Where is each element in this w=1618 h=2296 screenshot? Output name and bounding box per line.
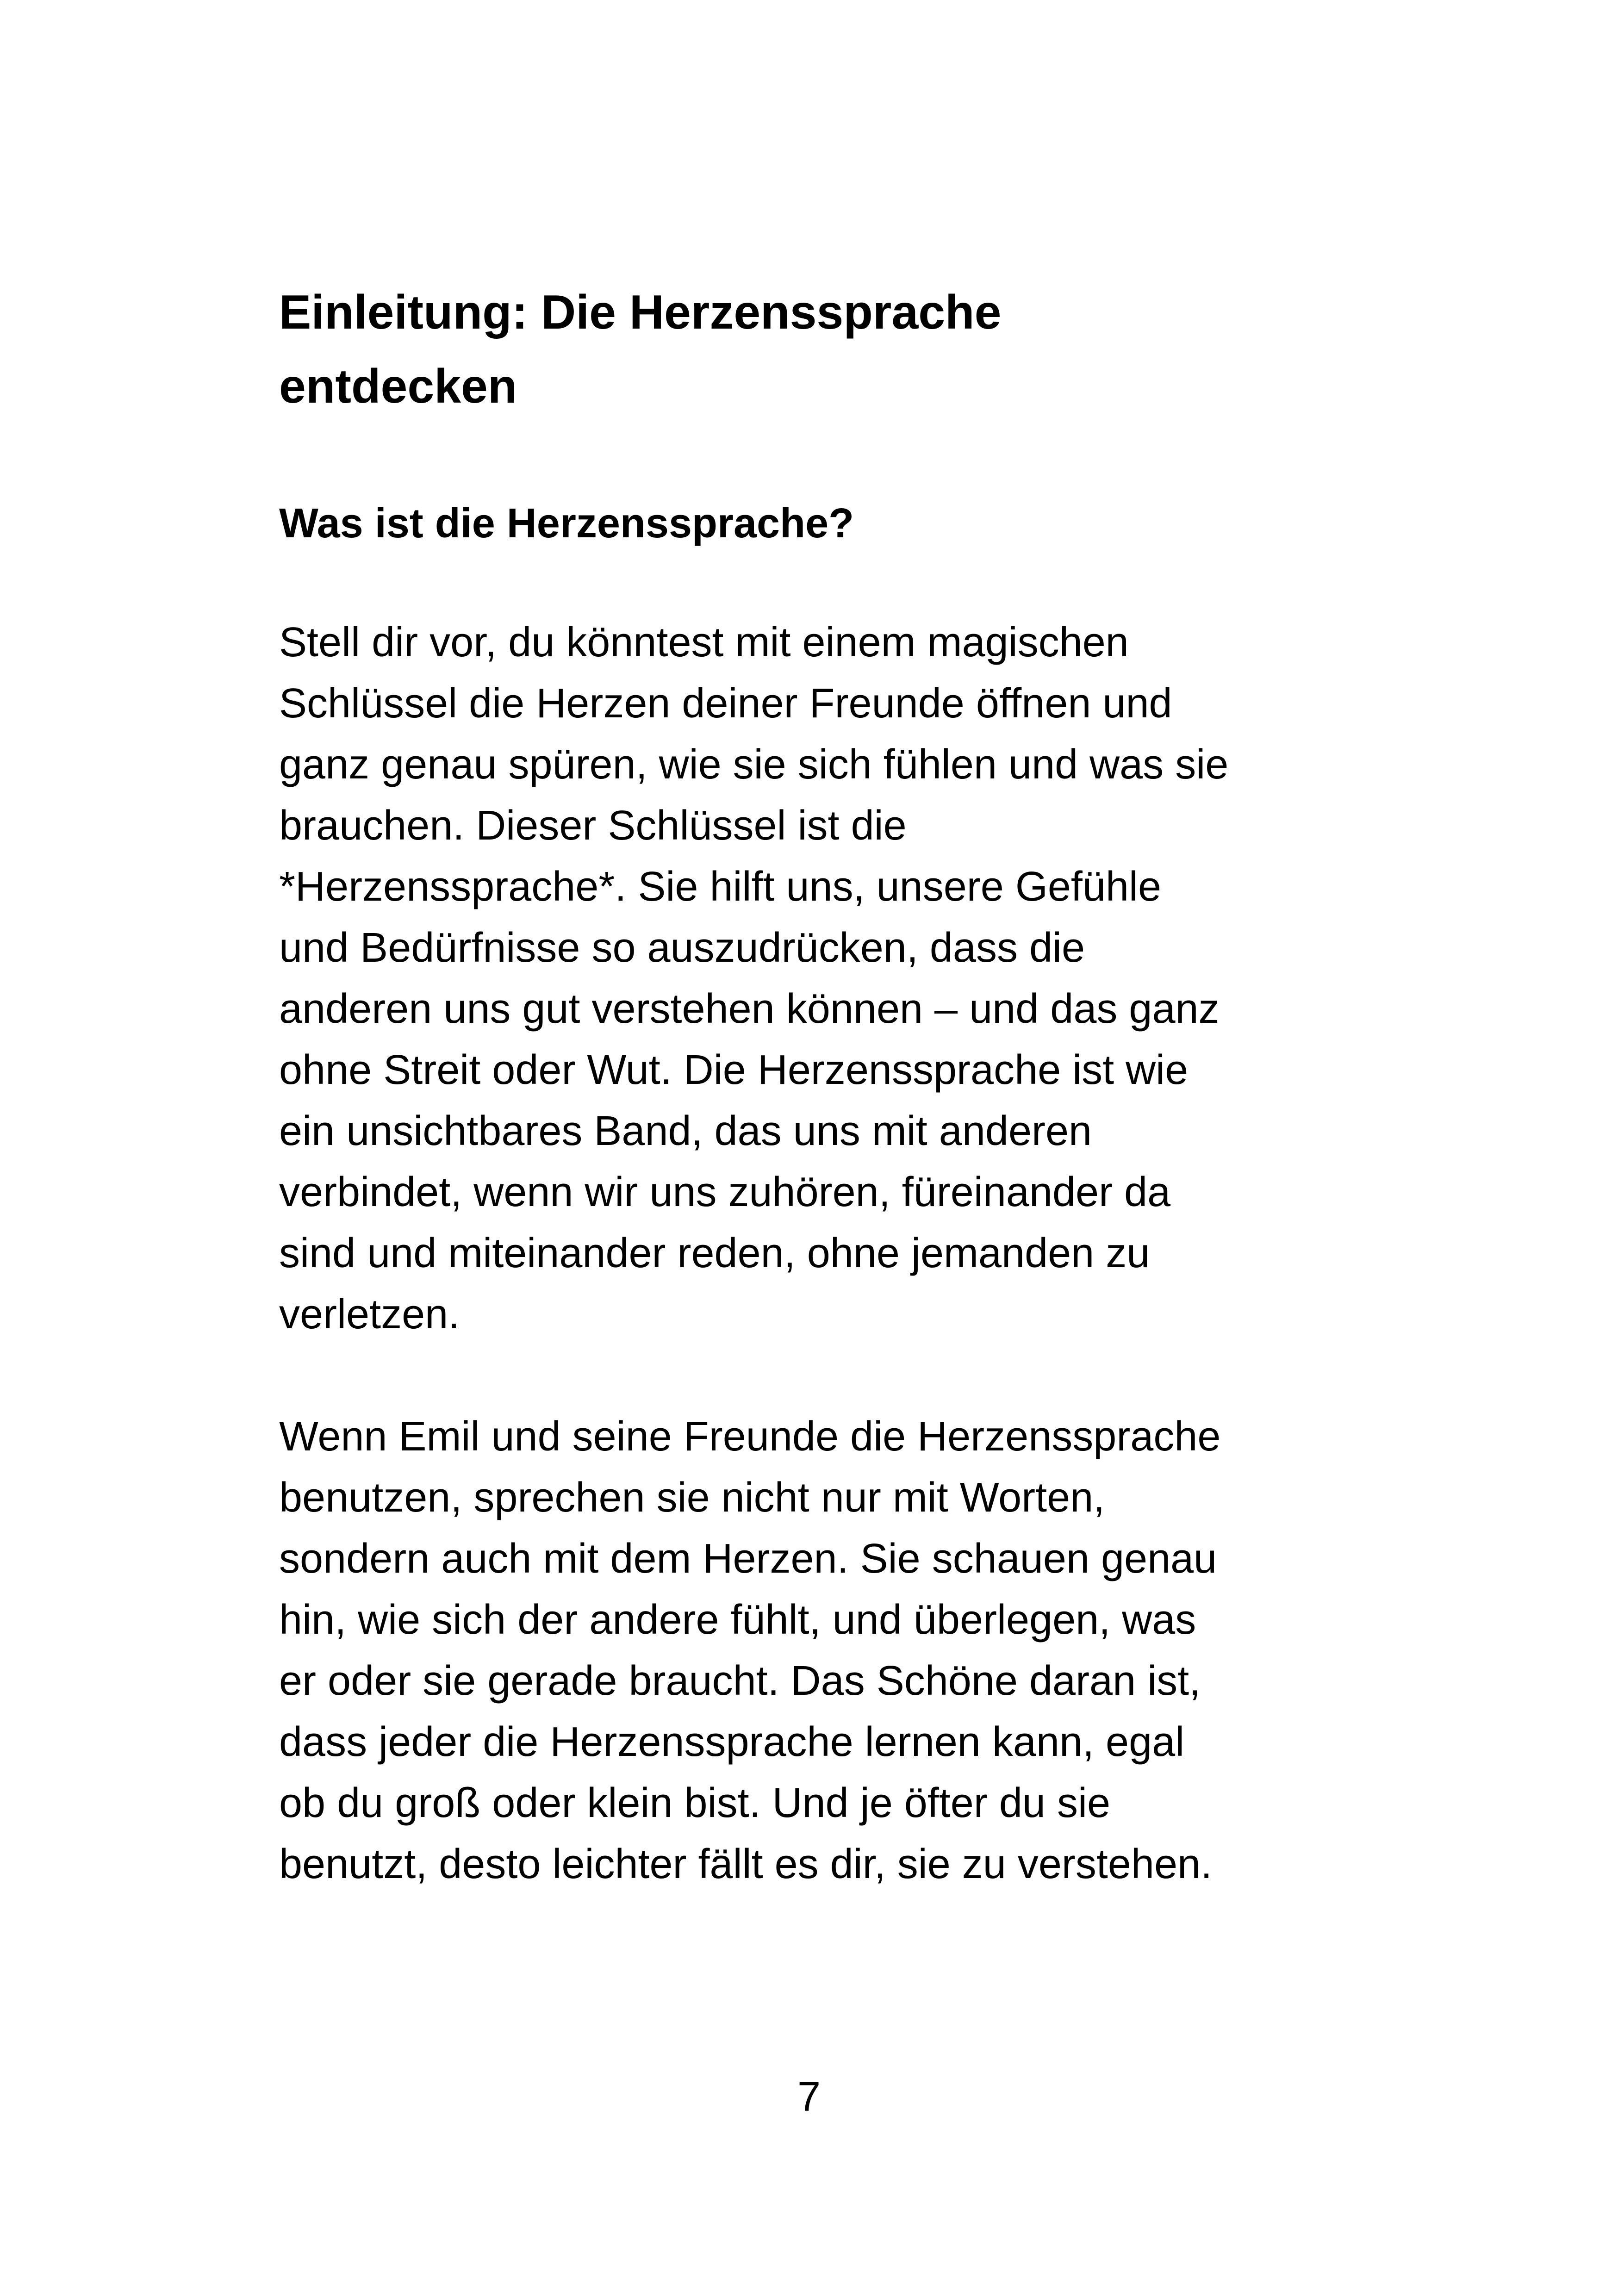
text-line: Stell dir vor, du könntest mit einem magischen bbox=[279, 619, 1129, 666]
chapter-title-line: Einleitung: Die Herzenssprache bbox=[279, 286, 1002, 339]
paragraph-intro bbox=[279, 612, 1371, 1345]
text-line: Wenn Emil und seine Freunde die Herzenssprache bbox=[279, 1413, 1221, 1460]
text-line: ein unsichtbares Band, das uns mit anderen bbox=[279, 1108, 1092, 1154]
text-line: benutzt, desto leichter fällt es dir, sie zu verstehen. bbox=[279, 1841, 1213, 1887]
text-line: und Bedürfnisse so auszudrücken, dass die bbox=[279, 925, 1085, 971]
text-line: dass jeder die Herzenssprache lernen kann, egal bbox=[279, 1719, 1185, 1765]
text-line: hin, wie sich der andere fühlt, und überlegen, was bbox=[279, 1597, 1196, 1643]
text-line: er oder sie gerade braucht. Das Schöne daran ist, bbox=[279, 1658, 1201, 1704]
text-line: ohne Streit oder Wut. Die Herzenssprache ist wie bbox=[279, 1047, 1189, 1093]
page-content bbox=[279, 275, 1371, 1895]
text-line: verbindet, wenn wir uns zuhören, füreinander da bbox=[279, 1169, 1171, 1215]
text-line: anderen uns gut verstehen können – und das ganz bbox=[279, 986, 1220, 1032]
text-line: *Herzenssprache*. Sie hilft uns, unsere Gefühle bbox=[279, 864, 1162, 910]
text-line: ob du groß oder klein bist. Und je öfter du sie bbox=[279, 1780, 1111, 1826]
text-line: benutzen, sprechen sie nicht nur mit Worten, bbox=[279, 1475, 1105, 1521]
text-line: ganz genau spüren, wie sie sich fühlen und was sie bbox=[279, 741, 1229, 788]
paragraph-emil bbox=[279, 1406, 1371, 1895]
chapter-title-line: entdecken bbox=[279, 360, 517, 413]
text-line: sind und miteinander reden, ohne jemanden zu bbox=[279, 1230, 1150, 1276]
chapter-title bbox=[279, 275, 1371, 423]
text-line: verletzen. bbox=[279, 1291, 460, 1338]
text-line: sondern auch mit dem Herzen. Sie schauen genau bbox=[279, 1536, 1217, 1582]
page-number: 7 bbox=[797, 2074, 821, 2120]
text-line: brauchen. Dieser Schlüssel ist die bbox=[279, 803, 907, 849]
text-line: Schlüssel die Herzen deiner Freunde öffnen und bbox=[279, 680, 1172, 727]
section-heading: Was ist die Herzenssprache? bbox=[279, 500, 854, 547]
